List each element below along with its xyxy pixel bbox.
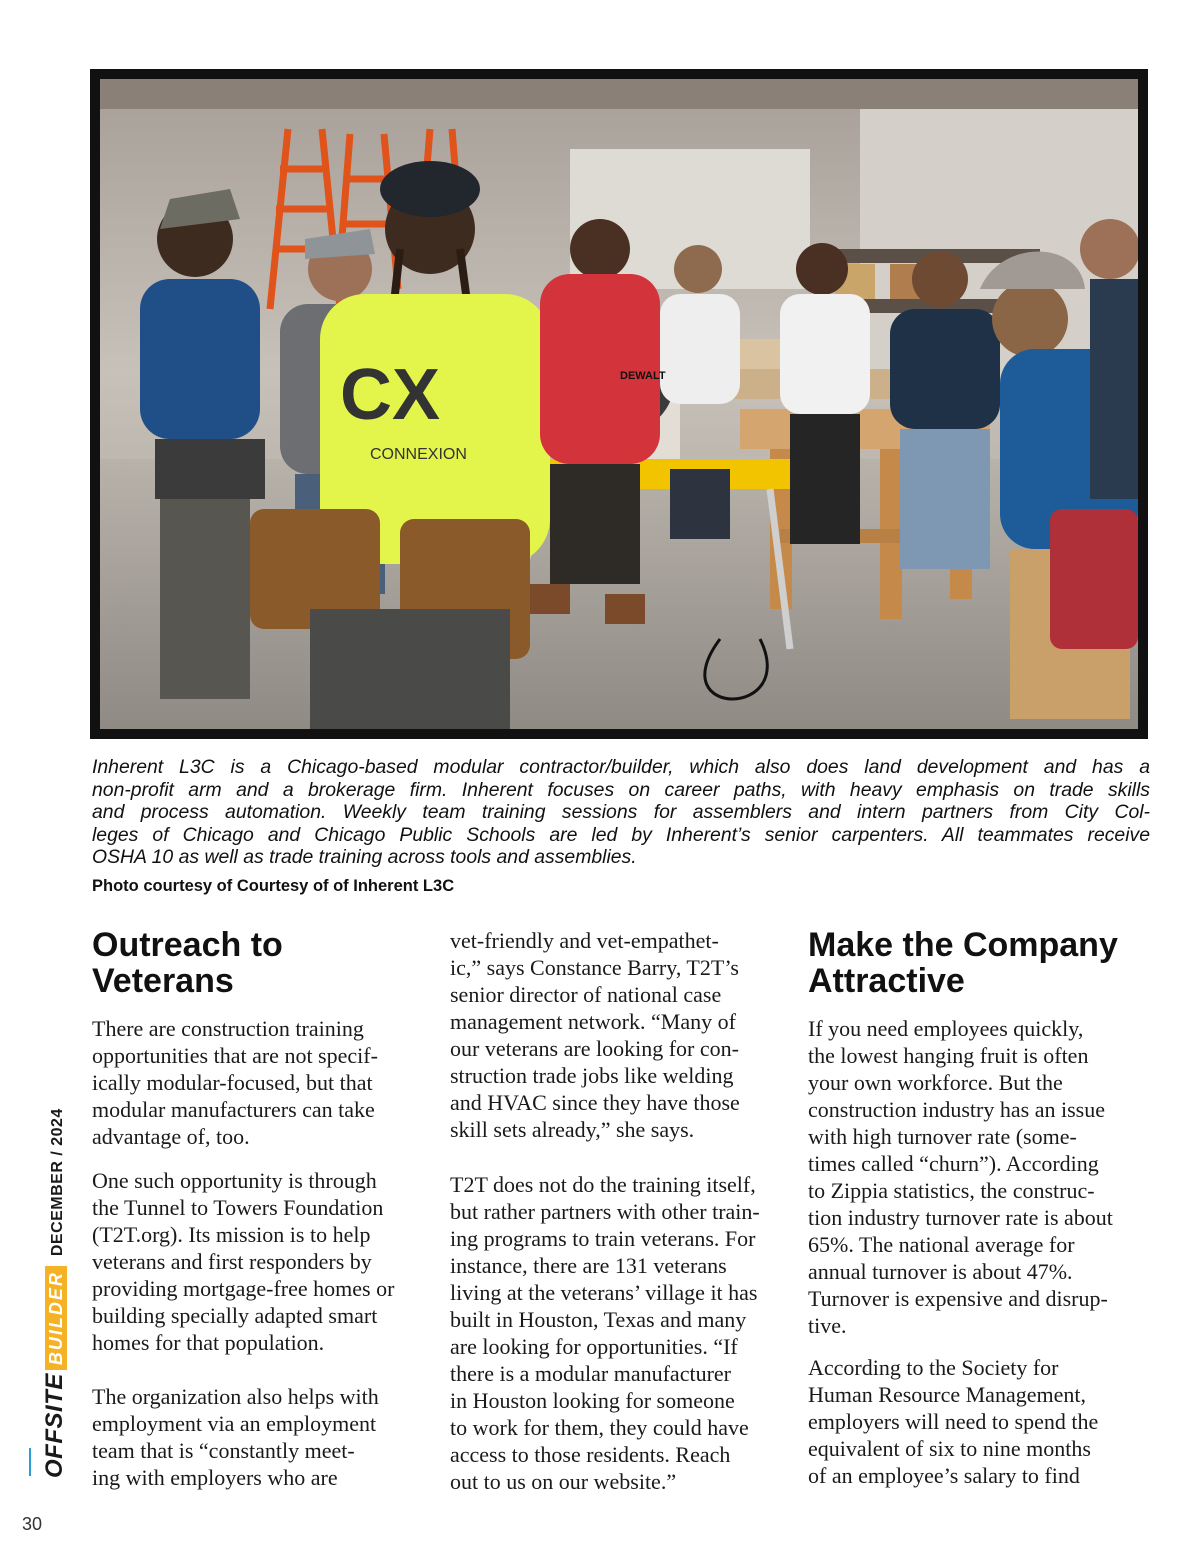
shirt-logo: CX (340, 355, 441, 435)
section-heading-veterans: Outreach to Veterans (92, 926, 283, 1000)
saw-brand: DEWALT (620, 370, 666, 382)
photo-credit: Photo courtesy of Courtesy of of Inherent L3C (92, 877, 455, 895)
paragraph: T2T does not do the training itself, but rather partners with other train- ing programs to train veterans. For instance, there are 131 veterans living at the veterans’ village it has built in Houston, Texas and many are looking for opportunities. “If there is a modular manufacturer in Houston looking for someone to work for them, they could have access to those residents. Reach out to us on our website.” (450, 1172, 760, 1494)
paragraph: One such opportunity is through the Tunnel to Towers Foundation (T2T.org). Its mission is to help veterans and first responders by providing mortgage-free homes or building specially adapted smart homes for that population. (92, 1168, 395, 1355)
training-session-illustration (100, 79, 1138, 729)
caption-line: non-profit arm and a brokerage firm. Inherent focuses on career paths, with heavy emphasis on trade skills (92, 778, 1150, 801)
page-number: 30 (22, 1514, 43, 1534)
caption-line: leges of Chicago and Chicago Public Schools are led by Inherent’s senior carpenters. All teammates receive (92, 823, 1150, 846)
paragraph: The organization also helps with employment via an employment team that is “constantly meet- ing with employers who are (92, 1384, 379, 1490)
paragraph: vet-friendly and vet-empathet- ic,” says Constance Barry, T2T’s senior director of national case management network. “Many of our veterans are looking for con- struction trade jobs like welding and HVAC since they have those skill sets already,” she says. (450, 928, 740, 1142)
paragraph: If you need employees quickly, the lowest hanging fruit is often your own workforce. But the construction industry has an issue with high turnover rate (some- times called “churn”). According to Zippia statistics, the construc- tion industry turnover rate is about 65%. The national average for annual turnover is about 47%. Turnover is expensive and disrup- tive. (808, 1016, 1113, 1338)
photo-caption (92, 756, 1150, 869)
paragraph: According to the Society for Human Resource Management, employers will need to spend the equivalent of six to nine months of an employee’s salary to find (808, 1355, 1099, 1488)
column-1 (92, 927, 437, 1491)
caption-line: Inherent L3C is a Chicago-based modular contractor/builder, which also does land development and has a (92, 756, 1150, 778)
feature-photo (90, 69, 1148, 739)
magazine-sidebar-label (41, 1108, 69, 1478)
paragraph: There are construction training opportunities that are not specif- ically modular-focused, but that modular manufacturers can take advantage of, too. (92, 1016, 378, 1149)
caption-line: and process automation. Weekly team training sessions for assemblers and intern partners from City Col- (92, 801, 1150, 823)
section-heading-attractive: Make the Company Attractive (808, 926, 1118, 1000)
brand-builder: BUILDER (45, 1266, 67, 1370)
brand-offsite: OFFSITE (41, 1373, 68, 1478)
sidebar-divider (29, 1448, 31, 1476)
caption-line: OSHA 10 as well as trade training across tools and assemblies. (92, 846, 637, 868)
column-3 (808, 927, 1153, 1489)
issue-date: DECEMBER / 2024 (49, 1108, 66, 1257)
shirt-logo-sub: CONNEXION (370, 446, 467, 463)
column-2 (450, 927, 795, 1495)
